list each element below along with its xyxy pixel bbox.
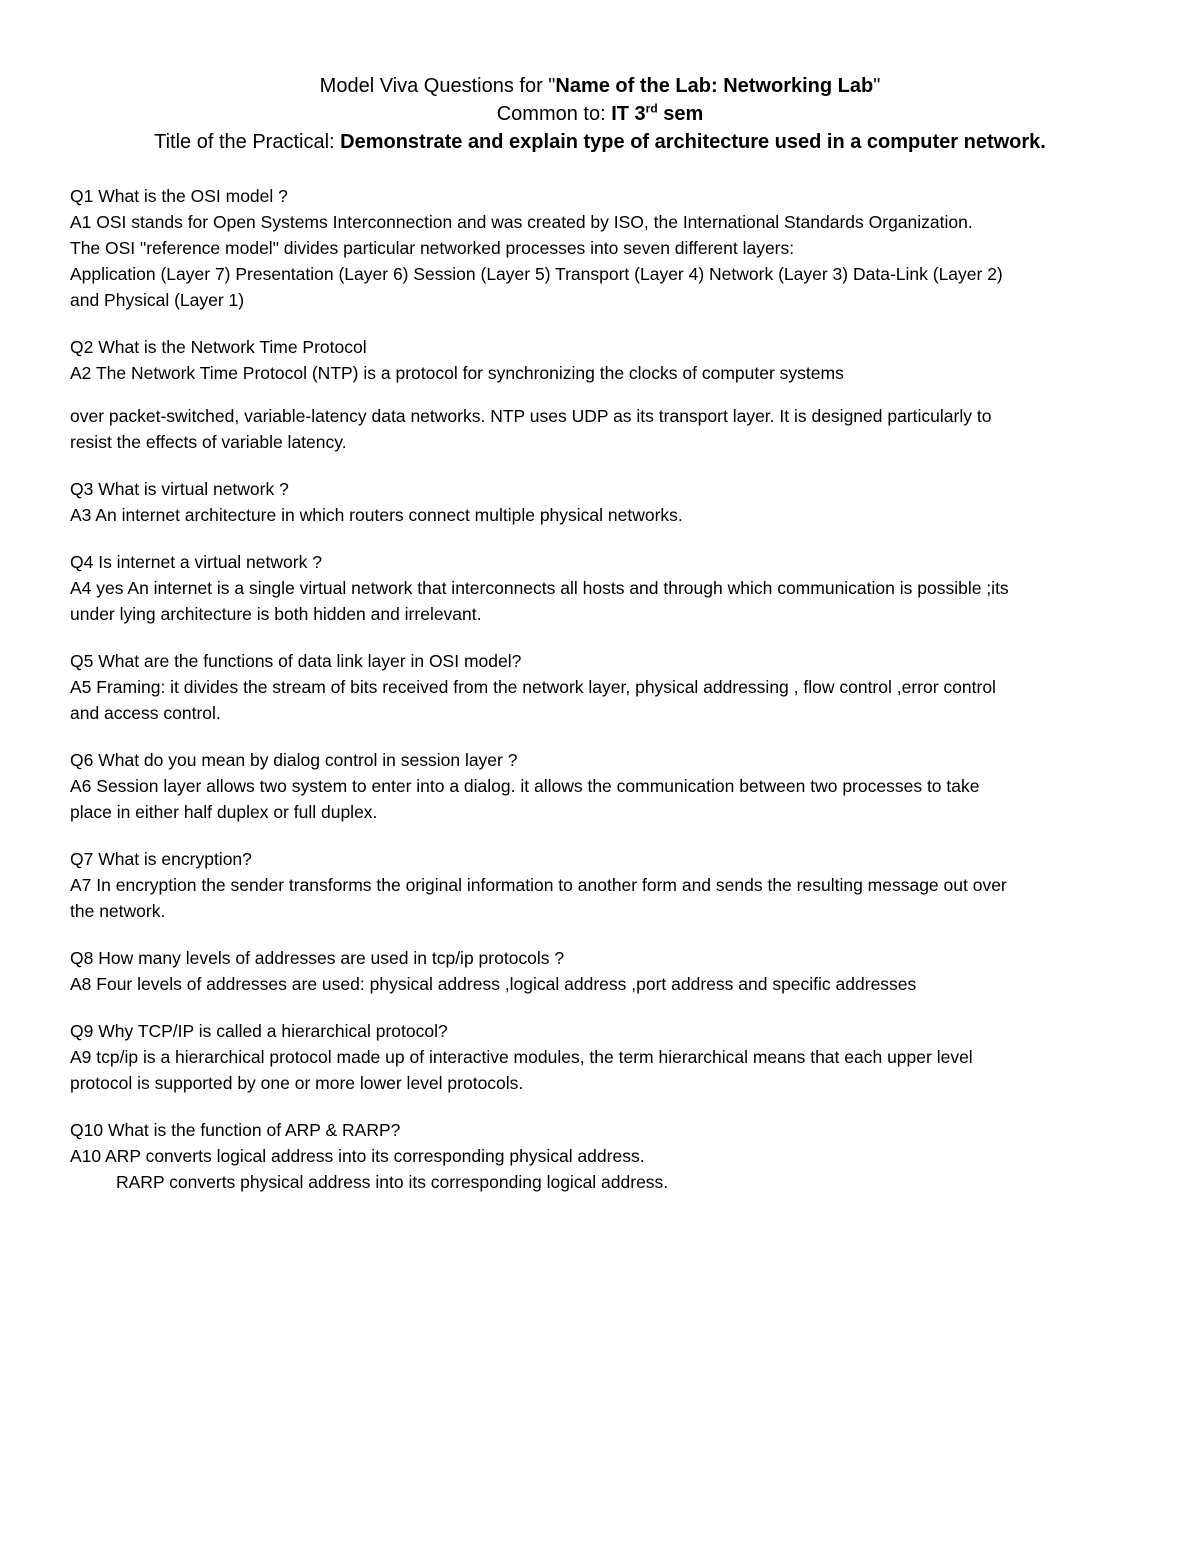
- semester-label: [611, 103, 703, 125]
- qa-item-4: [70, 549, 1135, 627]
- practical-title: Demonstrate and explain type of architecture used in a computer network.: [340, 131, 1046, 153]
- qa-item-1: [70, 183, 1135, 313]
- question: Q10 What is the function of ARP & RARP?: [70, 1120, 401, 1140]
- qa-item-9: [70, 1018, 1135, 1096]
- answer-line: A1 OSI stands for Open Systems Interconnection and was created by ISO, the International Standards Organization.: [70, 212, 973, 232]
- answer-line: The OSI "reference model" divides particular networked processes into seven different layers:: [70, 238, 795, 258]
- question: Q1 What is the OSI model ?: [70, 186, 288, 206]
- answer-line: the network.: [70, 901, 166, 921]
- answer-line: A2 The Network Time Protocol (NTP) is a protocol for synchronizing the clocks of computer systems: [70, 363, 844, 383]
- qa-item-6: [70, 747, 1135, 825]
- answer-line: over packet-switched, variable-latency data networks. NTP uses UDP as its transport layer. It is designed particularly to: [70, 406, 992, 426]
- qa-list: [70, 183, 1135, 1195]
- practical-title-label: Title of the Practical:: [154, 131, 341, 153]
- title-suffix: ": [873, 75, 881, 97]
- semester-suffix: rd: [645, 101, 658, 116]
- answer-line: protocol is supported by one or more lower level protocols.: [70, 1073, 524, 1093]
- question: Q6 What do you mean by dialog control in session layer ?: [70, 750, 518, 770]
- practical-title-line: [60, 129, 1140, 155]
- answer-line: A6 Session layer allows two system to enter into a dialog. it allows the communication between two processes to take: [70, 776, 980, 796]
- answer-line: place in either half duplex or full duplex.: [70, 802, 378, 822]
- answer-line: and Physical (Layer 1): [70, 290, 245, 310]
- qa-item-8: [70, 945, 1135, 997]
- qa-item-7: [70, 846, 1135, 924]
- qa-item-5: [70, 648, 1135, 726]
- answer-line-indented: RARP converts physical address into its corresponding logical address.: [116, 1172, 669, 1192]
- answer-line: resist the effects of variable latency.: [70, 432, 347, 452]
- question: Q3 What is virtual network ?: [70, 479, 289, 499]
- question: Q5 What are the functions of data link layer in OSI model?: [70, 651, 522, 671]
- answer-line: A8 Four levels of addresses are used: physical address ,logical address ,port address and specific addresses: [70, 974, 917, 994]
- answer-line: A3 An internet architecture in which routers connect multiple physical networks.: [70, 505, 683, 525]
- question: Q9 Why TCP/IP is called a hierarchical protocol?: [70, 1021, 448, 1041]
- answer-line: A9 tcp/ip is a hierarchical protocol made up of interactive modules, the term hierarchical means that each upper level: [70, 1047, 973, 1067]
- common-to-label: Common to:: [496, 103, 612, 125]
- answer-line: under lying architecture is both hidden and irrelevant.: [70, 604, 482, 624]
- semester-word: sem: [657, 103, 704, 125]
- answer-line: A10 ARP converts logical address into its corresponding physical address.: [70, 1146, 645, 1166]
- answer-line: A4 yes An internet is a single virtual network that interconnects all hosts and through which communication is possible ;its: [70, 578, 1009, 598]
- answer-line: A5 Framing: it divides the stream of bits received from the network layer, physical addressing , flow control ,error control: [70, 677, 996, 697]
- common-to-line: [60, 101, 1140, 127]
- answer-line: and access control.: [70, 703, 221, 723]
- document-title: [60, 73, 1140, 99]
- question: Q7 What is encryption?: [70, 849, 252, 869]
- question: Q2 What is the Network Time Protocol: [70, 337, 367, 357]
- answer-line: Application (Layer 7) Presentation (Layer 6) Session (Layer 5) Transport (Layer 4) Network (Layer 3) Data-Link (Layer 2): [70, 264, 1003, 284]
- lab-name: Name of the Lab: Networking Lab: [555, 75, 874, 97]
- qa-item-10: [70, 1117, 1135, 1195]
- qa-item-3: [70, 476, 1135, 528]
- question: Q8 How many levels of addresses are used in tcp/ip protocols ?: [70, 948, 565, 968]
- title-prefix: Model Viva Questions for ": [319, 75, 556, 97]
- semester-number: IT 3: [611, 103, 646, 125]
- question: Q4 Is internet a virtual network ?: [70, 552, 322, 572]
- qa-item-2: [70, 334, 1135, 455]
- answer-line: A7 In encryption the sender transforms the original information to another form and sends the resulting message out over: [70, 875, 1007, 895]
